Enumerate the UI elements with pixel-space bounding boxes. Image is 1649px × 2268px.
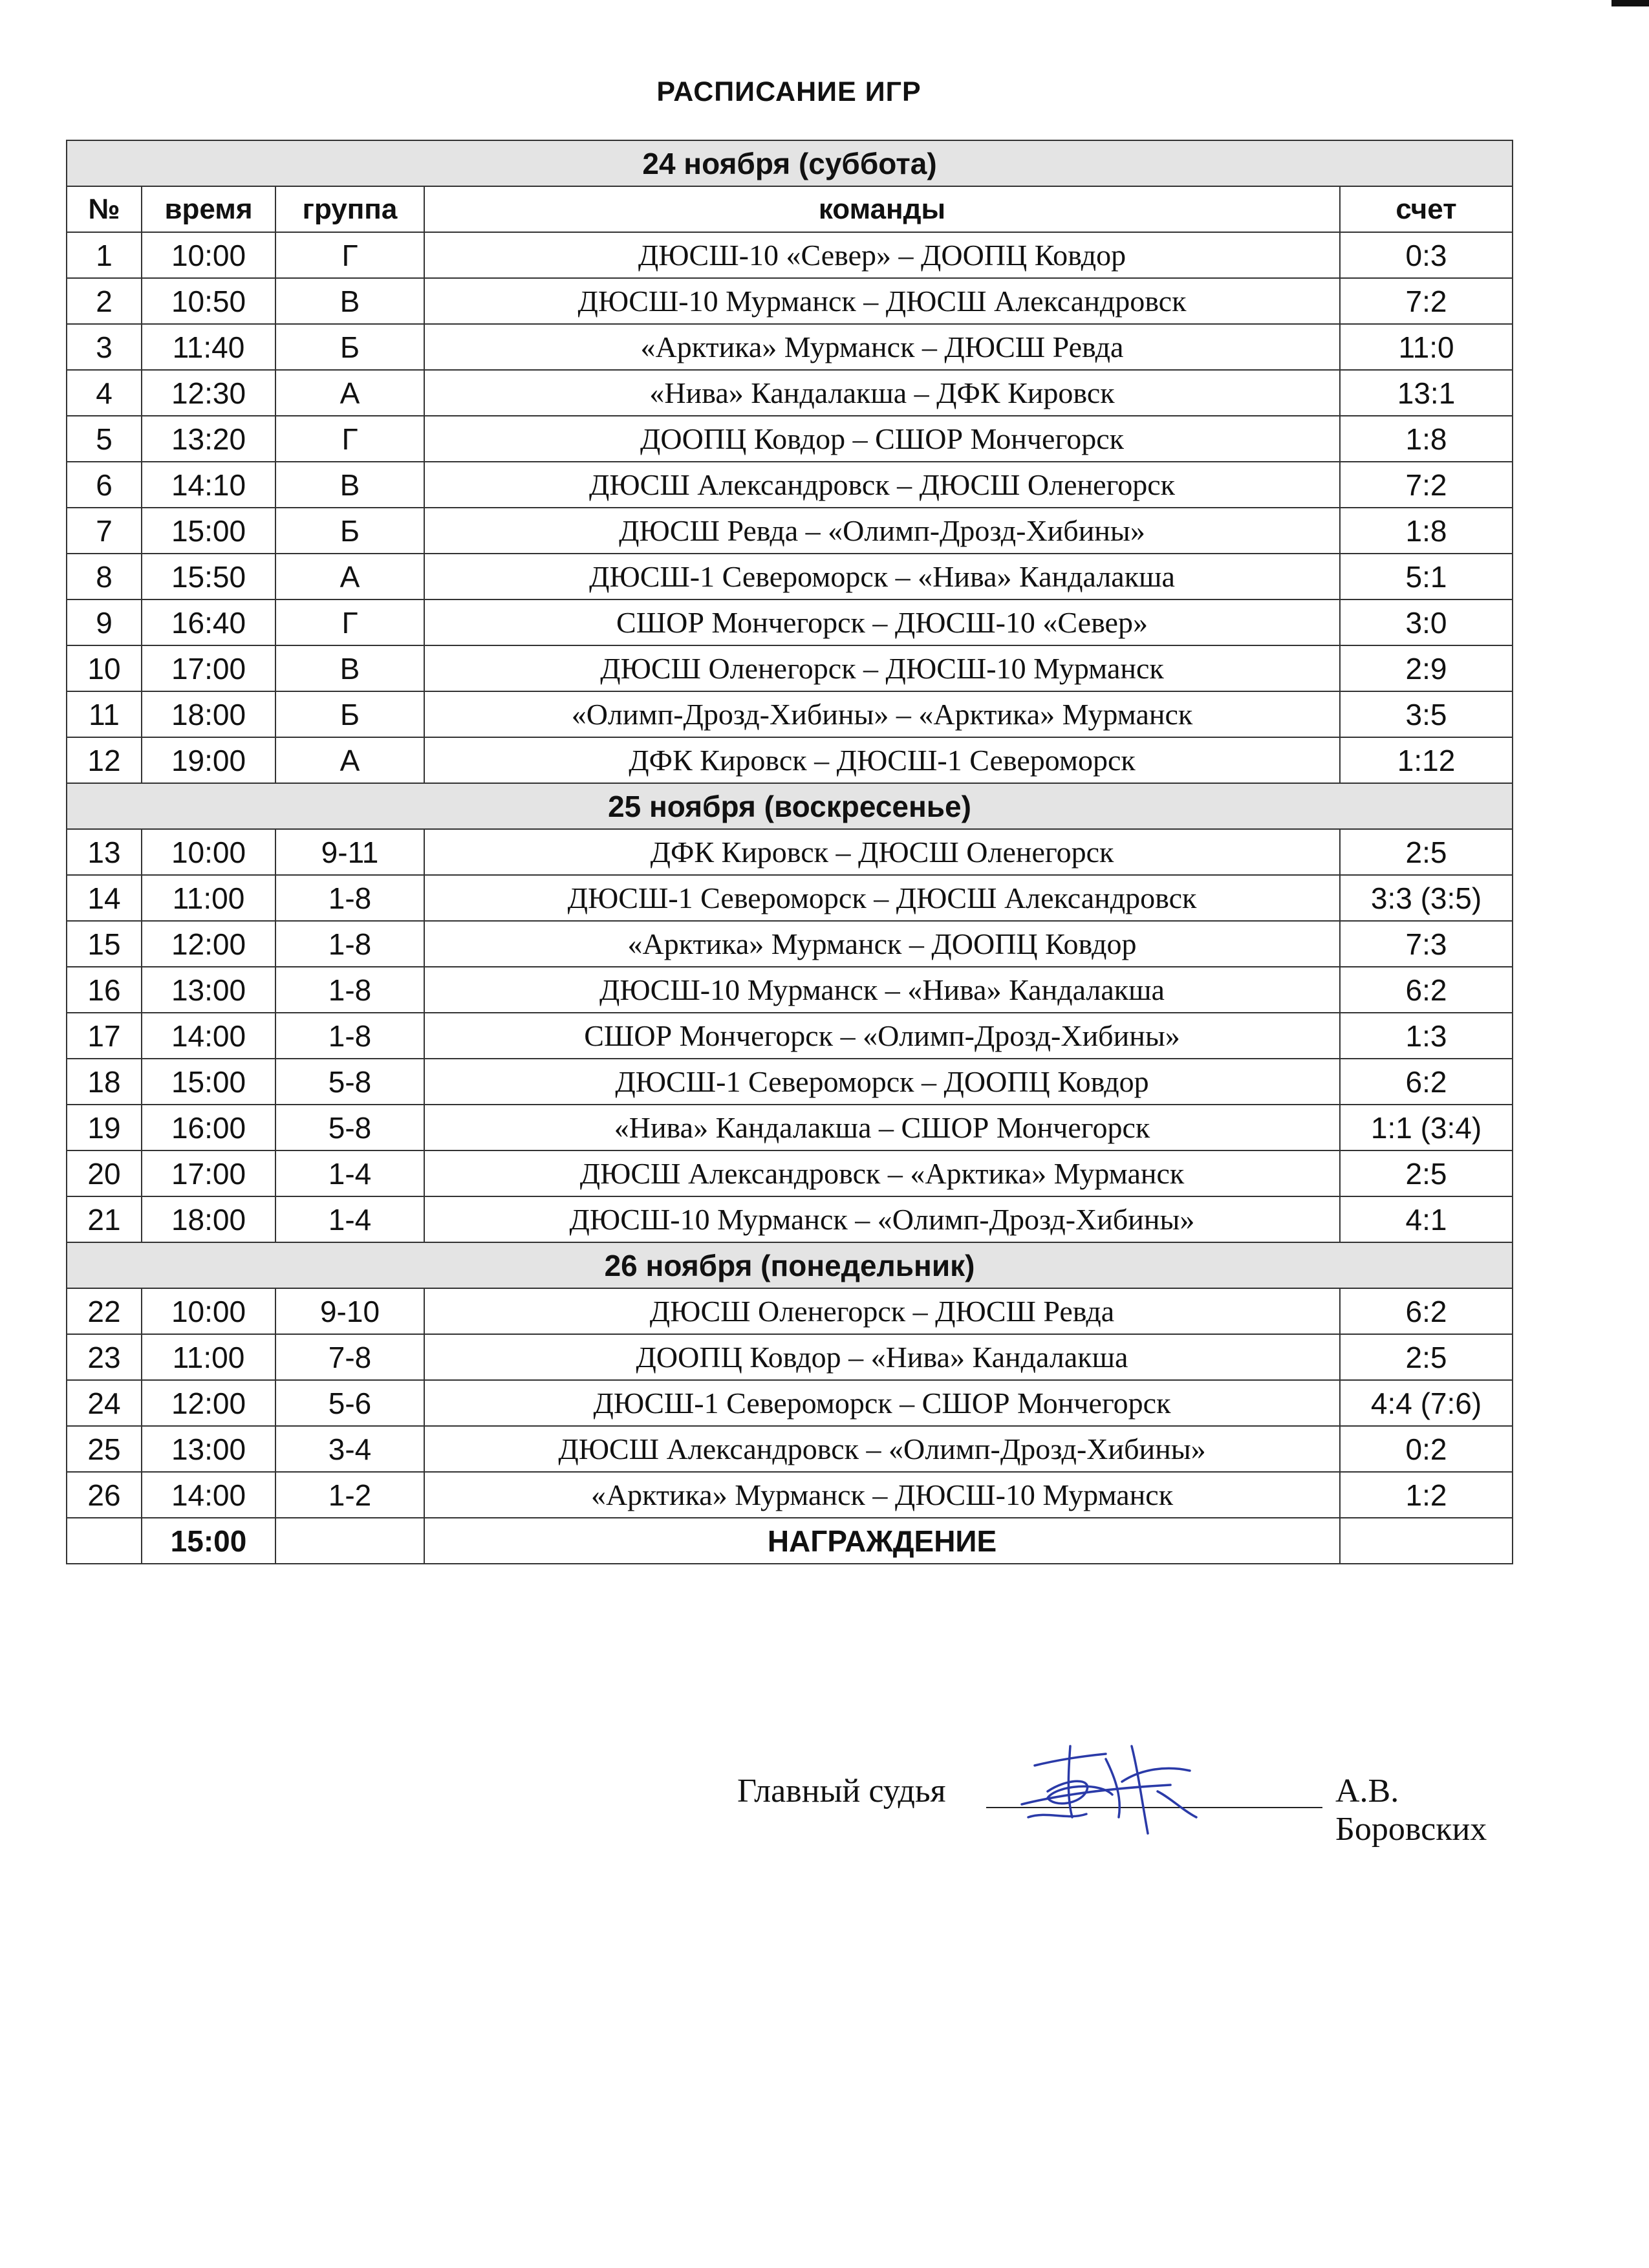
game-time: 18:00 <box>142 1196 275 1242</box>
game-number: 6 <box>67 462 142 508</box>
award-num-empty <box>67 1518 142 1564</box>
game-score: 2:5 <box>1340 829 1513 875</box>
game-number: 14 <box>67 875 142 921</box>
game-number: 7 <box>67 508 142 554</box>
game-teams: СШОР Мончегорск – ДЮСШ-10 «Север» <box>424 599 1340 645</box>
game-number: 5 <box>67 416 142 462</box>
game-number: 24 <box>67 1380 142 1426</box>
game-score: 1:3 <box>1340 1013 1513 1059</box>
header-time: время <box>142 186 275 232</box>
game-teams: ДЮСШ Оленегорск – ДЮСШ-10 Мурманск <box>424 645 1340 691</box>
game-number: 25 <box>67 1426 142 1472</box>
game-time: 15:00 <box>142 1059 275 1105</box>
award-label: НАГРАЖДЕНИЕ <box>424 1518 1340 1564</box>
game-group: В <box>275 462 424 508</box>
game-teams: ДЮСШ-1 Североморск – «Нива» Кандалакша <box>424 554 1340 599</box>
game-teams: ДЮСШ-1 Североморск – СШОР Мончегорск <box>424 1380 1340 1426</box>
game-score: 5:1 <box>1340 554 1513 599</box>
game-group: 1-4 <box>275 1196 424 1242</box>
table-row <box>67 691 1513 737</box>
game-number: 20 <box>67 1150 142 1196</box>
award-row <box>67 1518 1513 1564</box>
day-heading: 25 ноября (воскресенье) <box>67 783 1513 829</box>
game-teams: ДФК Кировск – ДЮСШ-1 Североморск <box>424 737 1340 783</box>
game-time: 16:40 <box>142 599 275 645</box>
game-group: 1-2 <box>275 1472 424 1518</box>
table-row <box>67 829 1513 875</box>
game-teams: ДЮСШ-10 Мурманск – ДЮСШ Александровск <box>424 278 1340 324</box>
page-title: РАСПИСАНИЕ ИГР <box>656 76 921 107</box>
game-score: 3:3 (3:5) <box>1340 875 1513 921</box>
game-teams: ДЮСШ Ревда – «Олимп-Дрозд-Хибины» <box>424 508 1340 554</box>
table-row <box>67 1196 1513 1242</box>
award-group-empty <box>275 1518 424 1564</box>
game-number: 2 <box>67 278 142 324</box>
game-score: 6:2 <box>1340 1288 1513 1334</box>
game-teams: «Нива» Кандалакша – ДФК Кировск <box>424 370 1340 416</box>
schedule-body <box>67 140 1513 1564</box>
game-teams: ДЮСШ-1 Североморск – ДЮСШ Александровск <box>424 875 1340 921</box>
table-row <box>67 1334 1513 1380</box>
game-score: 4:4 (7:6) <box>1340 1380 1513 1426</box>
game-score: 3:5 <box>1340 691 1513 737</box>
game-group: А <box>275 737 424 783</box>
game-number: 9 <box>67 599 142 645</box>
schedule-table <box>66 140 1513 1564</box>
game-score: 11:0 <box>1340 324 1513 370</box>
game-time: 18:00 <box>142 691 275 737</box>
game-number: 16 <box>67 967 142 1013</box>
game-score: 4:1 <box>1340 1196 1513 1242</box>
game-group: 1-8 <box>275 967 424 1013</box>
game-score: 13:1 <box>1340 370 1513 416</box>
game-teams: ДЮСШ Александровск – ДЮСШ Оленегорск <box>424 462 1340 508</box>
game-group: 1-8 <box>275 1013 424 1059</box>
game-group: 9-11 <box>275 829 424 875</box>
day-row <box>67 783 1513 829</box>
game-number: 1 <box>67 232 142 278</box>
game-score: 7:3 <box>1340 921 1513 967</box>
game-group: Г <box>275 232 424 278</box>
table-row <box>67 1472 1513 1518</box>
table-row <box>67 462 1513 508</box>
game-score: 6:2 <box>1340 1059 1513 1105</box>
game-time: 15:00 <box>142 508 275 554</box>
game-group: В <box>275 645 424 691</box>
game-group: 5-8 <box>275 1105 424 1150</box>
game-number: 8 <box>67 554 142 599</box>
table-row <box>67 232 1513 278</box>
game-group: А <box>275 554 424 599</box>
table-row <box>67 1150 1513 1196</box>
day-heading: 26 ноября (понедельник) <box>67 1242 1513 1288</box>
table-row <box>67 1426 1513 1472</box>
game-teams: «Арктика» Мурманск – ДЮСШ Ревда <box>424 324 1340 370</box>
game-teams: ДЮСШ Александровск – «Олимп-Дрозд-Хибины» <box>424 1426 1340 1472</box>
game-score: 1:8 <box>1340 416 1513 462</box>
game-score: 7:2 <box>1340 278 1513 324</box>
table-row <box>67 921 1513 967</box>
game-score: 0:3 <box>1340 232 1513 278</box>
game-time: 10:00 <box>142 1288 275 1334</box>
game-score: 2:5 <box>1340 1150 1513 1196</box>
game-number: 22 <box>67 1288 142 1334</box>
scan-corner-mark <box>1611 0 1649 6</box>
day-heading: 24 ноября (суббота) <box>67 140 1513 186</box>
game-group: 1-8 <box>275 921 424 967</box>
game-time: 17:00 <box>142 645 275 691</box>
table-row <box>67 967 1513 1013</box>
game-time: 13:00 <box>142 1426 275 1472</box>
game-group: 5-8 <box>275 1059 424 1105</box>
game-teams: ДЮСШ Оленегорск – ДЮСШ Ревда <box>424 1288 1340 1334</box>
table-row <box>67 324 1513 370</box>
table-row <box>67 554 1513 599</box>
table-row <box>67 1013 1513 1059</box>
game-time: 12:00 <box>142 921 275 967</box>
table-row <box>67 1288 1513 1334</box>
table-row <box>67 1059 1513 1105</box>
game-teams: «Арктика» Мурманск – ДЮСШ-10 Мурманск <box>424 1472 1340 1518</box>
chief-judge-name: А.В. Боровских <box>1335 1773 1487 1848</box>
table-row <box>67 508 1513 554</box>
table-row <box>67 645 1513 691</box>
header-score: счет <box>1340 186 1513 232</box>
game-number: 10 <box>67 645 142 691</box>
game-teams: ДООПЦ Ковдор – «Нива» Кандалакша <box>424 1334 1340 1380</box>
game-teams: ДЮСШ-10 Мурманск – «Олимп-Дрозд-Хибины» <box>424 1196 1340 1242</box>
game-time: 12:30 <box>142 370 275 416</box>
game-group: 7-8 <box>275 1334 424 1380</box>
game-time: 14:00 <box>142 1472 275 1518</box>
game-number: 11 <box>67 691 142 737</box>
game-teams: ДФК Кировск – ДЮСШ Оленегорск <box>424 829 1340 875</box>
game-teams: ДЮСШ-10 Мурманск – «Нива» Кандалакша <box>424 967 1340 1013</box>
game-time: 14:10 <box>142 462 275 508</box>
table-row <box>67 370 1513 416</box>
game-time: 13:00 <box>142 967 275 1013</box>
game-time: 10:50 <box>142 278 275 324</box>
header-row <box>67 186 1513 232</box>
game-teams: «Арктика» Мурманск – ДООПЦ Ковдор <box>424 921 1340 967</box>
game-teams: ДЮСШ-1 Североморск – ДООПЦ Ковдор <box>424 1059 1340 1105</box>
chief-judge-label: Главный судья <box>737 1773 946 1809</box>
table-row <box>67 416 1513 462</box>
game-score: 6:2 <box>1340 967 1513 1013</box>
table-row <box>67 875 1513 921</box>
game-teams: ДЮСШ Александровск – «Арктика» Мурманск <box>424 1150 1340 1196</box>
game-time: 10:00 <box>142 232 275 278</box>
game-number: 18 <box>67 1059 142 1105</box>
game-score: 7:2 <box>1340 462 1513 508</box>
award-time: 15:00 <box>142 1518 275 1564</box>
game-group: Б <box>275 691 424 737</box>
game-group: 1-8 <box>275 875 424 921</box>
game-number: 13 <box>67 829 142 875</box>
game-number: 21 <box>67 1196 142 1242</box>
game-group: 9-10 <box>275 1288 424 1334</box>
award-score-empty <box>1340 1518 1513 1564</box>
game-group: Б <box>275 324 424 370</box>
game-group: 3-4 <box>275 1426 424 1472</box>
game-time: 16:00 <box>142 1105 275 1150</box>
game-number: 15 <box>67 921 142 967</box>
game-teams: ДЮСШ-10 «Север» – ДООПЦ Ковдор <box>424 232 1340 278</box>
table-row <box>67 599 1513 645</box>
game-group: Б <box>275 508 424 554</box>
game-number: 3 <box>67 324 142 370</box>
table-row <box>67 278 1513 324</box>
game-score: 1:1 (3:4) <box>1340 1105 1513 1150</box>
game-time: 10:00 <box>142 829 275 875</box>
day-row <box>67 1242 1513 1288</box>
game-number: 4 <box>67 370 142 416</box>
game-number: 19 <box>67 1105 142 1150</box>
game-number: 12 <box>67 737 142 783</box>
game-teams: ДООПЦ Ковдор – СШОР Мончегорск <box>424 416 1340 462</box>
game-time: 12:00 <box>142 1380 275 1426</box>
game-time: 13:20 <box>142 416 275 462</box>
game-teams: «Олимп-Дрозд-Хибины» – «Арктика» Мурманск <box>424 691 1340 737</box>
game-time: 11:40 <box>142 324 275 370</box>
game-time: 19:00 <box>142 737 275 783</box>
table-row <box>67 1380 1513 1426</box>
game-group: Г <box>275 416 424 462</box>
game-score: 3:0 <box>1340 599 1513 645</box>
game-teams: «Нива» Кандалакша – СШОР Мончегорск <box>424 1105 1340 1150</box>
header-group: группа <box>275 186 424 232</box>
game-time: 15:50 <box>142 554 275 599</box>
game-score: 2:5 <box>1340 1334 1513 1380</box>
game-time: 14:00 <box>142 1013 275 1059</box>
game-number: 26 <box>67 1472 142 1518</box>
game-number: 17 <box>67 1013 142 1059</box>
signature-block <box>737 1746 1500 1850</box>
day-row <box>67 140 1513 186</box>
table-row <box>67 737 1513 783</box>
game-teams: СШОР Мончегорск – «Олимп-Дрозд-Хибины» <box>424 1013 1340 1059</box>
handwritten-signature <box>1009 1720 1229 1850</box>
game-time: 11:00 <box>142 1334 275 1380</box>
game-score: 2:9 <box>1340 645 1513 691</box>
game-score: 0:2 <box>1340 1426 1513 1472</box>
game-group: Г <box>275 599 424 645</box>
game-score: 1:2 <box>1340 1472 1513 1518</box>
game-score: 1:12 <box>1340 737 1513 783</box>
header-teams: команды <box>424 186 1340 232</box>
game-group: 1-4 <box>275 1150 424 1196</box>
header-num: № <box>67 186 142 232</box>
game-group: А <box>275 370 424 416</box>
game-time: 11:00 <box>142 875 275 921</box>
game-group: В <box>275 278 424 324</box>
game-score: 1:8 <box>1340 508 1513 554</box>
game-number: 23 <box>67 1334 142 1380</box>
game-time: 17:00 <box>142 1150 275 1196</box>
game-group: 5-6 <box>275 1380 424 1426</box>
table-row <box>67 1105 1513 1150</box>
